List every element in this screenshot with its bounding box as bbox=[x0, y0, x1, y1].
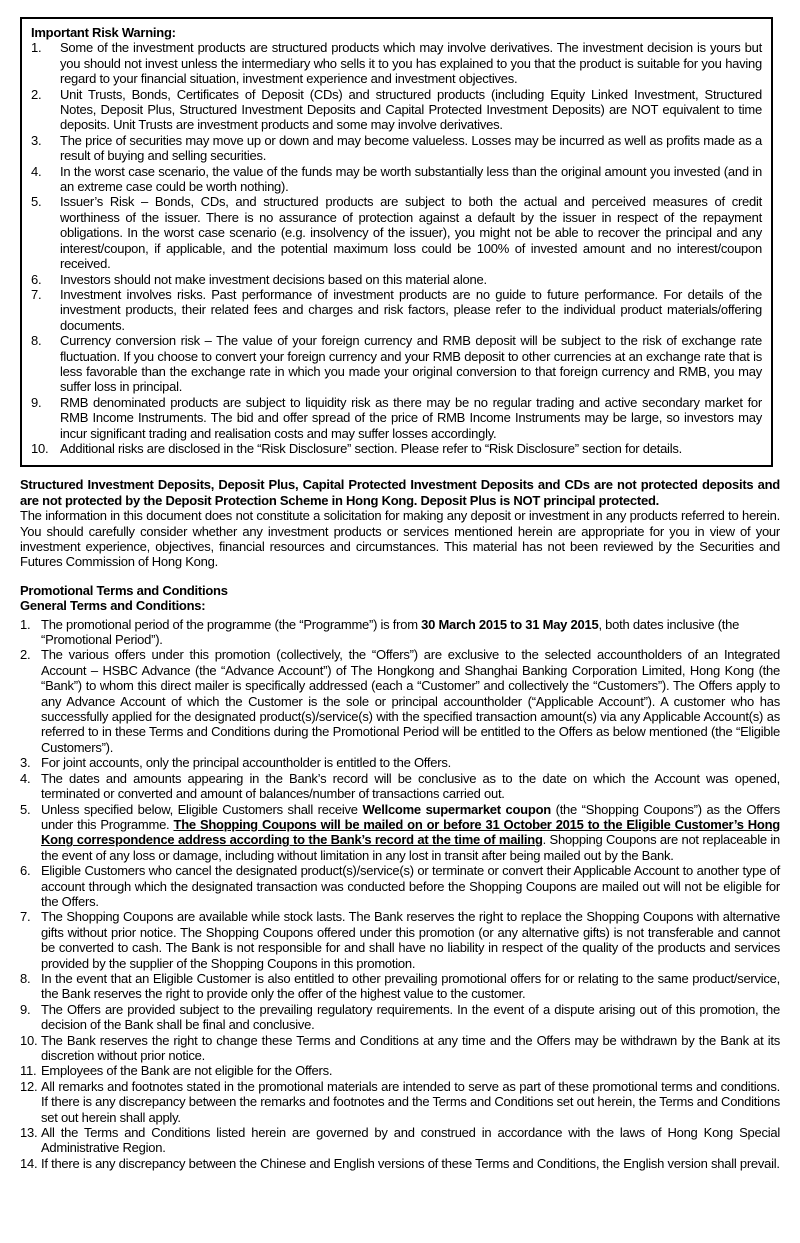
text-segment: The dates and amounts appearing in the Bank’s record will be conclusive as to the date on which the Account was opened, terminated or converted and amount of balances/number of transactions carried out. bbox=[41, 770, 780, 802]
list-item-text bbox=[41, 1033, 780, 1064]
list-item-number: 8. bbox=[31, 333, 42, 349]
text-segment: All remarks and footnotes stated in the promotional materials are intended to serve as part of these promotional terms and conditions. If there is any discrepancy between the remarks and footnotes and the Terms and Conditions set out herein, the Terms and Conditions set out herein shall apply. bbox=[41, 1078, 780, 1125]
list-item-text bbox=[41, 771, 780, 802]
list-item-number: 10. bbox=[20, 1032, 38, 1048]
list-item bbox=[20, 1079, 780, 1125]
text-segment: 30 March 2015 to 31 May 2015 bbox=[421, 616, 599, 632]
text-segment: , both dates inclusive (the “Promotional Period”). bbox=[41, 616, 740, 648]
list-item bbox=[20, 863, 780, 909]
text-segment: If there is any discrepancy between the Chinese and English versions of these Terms and Conditions, the English version shall prevail. bbox=[41, 1155, 780, 1171]
list-item-number: 12. bbox=[20, 1078, 38, 1094]
text-segment: Eligible Customers who cancel the designated product(s)/service(s) or terminate or convert their Applicable Account to another type of account through which the designated transaction was conducted before the Shopping Coupons are mailed out will not be eligible for the Offers. bbox=[41, 863, 780, 909]
list-item-number: 8. bbox=[20, 970, 31, 986]
list-item-number: 6. bbox=[31, 271, 42, 287]
list-item-text bbox=[41, 755, 780, 770]
list-item bbox=[31, 87, 762, 133]
text-segment: Unit Trusts, Bonds, Certificates of Deposit (CDs) and structured products (including Equity Linked Investment, Structured Notes, Deposit Plus, Structured Investment Deposits and Capital Protected Investment Deposits) are NOT equivalent to time deposits. Unit Trusts are investment products and some may involve derivatives. bbox=[60, 86, 762, 133]
list-item bbox=[31, 164, 762, 195]
text-segment: The Shopping Coupons will be mailed on or before 31 October 2015 to the Eligible Customer’s Hong Kong correspondence address according to the Bank’s record at the time of mailing bbox=[41, 816, 780, 848]
list-item bbox=[20, 1125, 780, 1156]
list-item-text bbox=[41, 647, 780, 755]
list-item bbox=[20, 1002, 780, 1033]
list-item-text bbox=[60, 40, 762, 86]
list-item bbox=[31, 333, 762, 395]
list-item bbox=[20, 971, 780, 1002]
list-item bbox=[31, 441, 762, 456]
list-item-number: 3. bbox=[31, 132, 42, 148]
list-item-text bbox=[41, 802, 780, 864]
list-item bbox=[20, 1063, 780, 1078]
list-item-number: 7. bbox=[31, 286, 42, 302]
list-item-text bbox=[60, 87, 762, 133]
risk-warning-box bbox=[20, 17, 773, 467]
list-item-number: 13. bbox=[20, 1125, 38, 1141]
list-item bbox=[31, 287, 762, 333]
list-item-number: 2. bbox=[20, 647, 31, 663]
text-segment: The Shopping Coupons are available while stock lasts. The Bank reserves the right to replace the Shopping Coupons with alternative gifts without prior notice. The Shopping Coupons offered under this promotion (or any alternative gifts) is not transferable and cannot be converted to cash. The Bank is not responsible for and shall have no liability in respect of the quality of the products and services provided by the supplier of the Shopping Coupons in this promotion. bbox=[41, 909, 780, 971]
list-item-text bbox=[41, 617, 780, 648]
list-item bbox=[31, 272, 762, 287]
list-item-text bbox=[60, 133, 762, 164]
solicitation-disclaimer: The information in this document does not constitute a solicitation for making any deposit or investment in any products referred to herein. You should carefully consider whether any investment products or services mentioned herein are appropriate for you in view of your investment experience, objectives, financial resources and circumstances. This material has not been reviewed by the Securities and Futures Commission of Hong Kong. bbox=[20, 508, 780, 570]
text-segment: Wellcome supermarket coupon bbox=[362, 801, 551, 817]
text-segment: The Bank reserves the right to change these Terms and Conditions at any time and the Offers may be withdrawn by the Bank at its discretion without prior notice. bbox=[41, 1032, 780, 1063]
list-item-text bbox=[41, 1125, 780, 1156]
list-item-number: 2. bbox=[31, 86, 42, 102]
list-item-number: 10. bbox=[31, 440, 49, 456]
list-item-number: 5. bbox=[20, 801, 31, 817]
list-item-text bbox=[60, 272, 762, 287]
list-item bbox=[31, 40, 762, 86]
text-segment: In the worst case scenario, the value of the funds may be worth substantially less than the original amount you invested (and in an extreme case could be worth nothing). bbox=[60, 163, 762, 195]
list-item-number: 3. bbox=[20, 755, 31, 771]
list-item-text bbox=[41, 1063, 780, 1078]
list-item-number: 4. bbox=[31, 163, 42, 179]
text-segment: Additional risks are disclosed in the “Risk Disclosure” section. Please refer to “Risk Disclosure” section for details. bbox=[60, 440, 682, 456]
list-item-number: 1. bbox=[31, 40, 42, 56]
risk-warning-list bbox=[31, 40, 762, 456]
list-item bbox=[20, 617, 780, 648]
text-segment: Issuer’s Risk – Bonds, CDs, and structured products are subject to both the actual and perceived measures of credit worthiness of the issuer. There is no assurance of protection against a default by the issuer in respect of the repayment obligations. In the worst case scenario (e.g. insolvency of the issuer), you might not be able to recover the principal and any interest/coupon, if applicable, and the potential maximum loss could be 100% of invested amount and no interest/coupon received. bbox=[60, 194, 762, 272]
list-item bbox=[20, 1033, 780, 1064]
text-segment: . Shopping Coupons are not replaceable in the event of any loss or damage, including without limitation in any lost in transit after being mailed out by the Bank. bbox=[41, 832, 780, 863]
list-item-text bbox=[60, 395, 762, 441]
list-item-text bbox=[60, 333, 762, 395]
list-item-number: 7. bbox=[20, 909, 31, 925]
text-segment: Currency conversion risk – The value of your foreign currency and RMB deposit will be subject to the risk of exchange rate fluctuation. If you choose to convert your foreign currency and your RMB deposit to other currencies at an exchange rate that is less favorable than the exchange rate in which you made your original conversion to that foreign currency and RMB, you may suffer loss in principal. bbox=[60, 333, 762, 395]
text-segment: All the Terms and Conditions listed herein are governed by and construed in accordance with the laws of Hong Kong Special Administrative Region. bbox=[41, 1125, 780, 1156]
risk-warning-title: Important Risk Warning: bbox=[31, 25, 176, 40]
list-item-text bbox=[60, 441, 762, 456]
list-item-text bbox=[41, 1156, 780, 1171]
list-item bbox=[20, 771, 780, 802]
list-item bbox=[20, 909, 780, 971]
text-segment: Investors should not make investment decisions based on this material alone. bbox=[60, 271, 487, 287]
list-item-text bbox=[60, 287, 762, 333]
list-item bbox=[31, 133, 762, 164]
text-segment: RMB denominated products are subject to liquidity risk as there may be no regular trading and active secondary market for RMB Income Instruments. The bid and offer spread of the price of RMB Income Instruments may be large, so investors may incur significant trading and realisation costs and may suffer losses accordingly. bbox=[60, 394, 762, 441]
list-item-text bbox=[60, 164, 762, 195]
text-segment: The Offers are provided subject to the prevailing regulatory requirements. In the event of a dispute arising out of this promotion, the decision of the Bank shall be final and conclusive. bbox=[41, 1001, 780, 1033]
text-segment: The promotional period of the programme (the “Programme”) is from bbox=[41, 616, 422, 632]
text-segment: The price of securities may move up or down and may become valueless. Losses may be incurred as well as profits made as a result of buying and selling securities. bbox=[60, 132, 762, 164]
list-item-number: 5. bbox=[31, 194, 42, 210]
list-item-number: 9. bbox=[31, 394, 42, 410]
list-item bbox=[20, 802, 780, 864]
list-item bbox=[20, 647, 780, 755]
text-segment: The various offers under this promotion (collectively, the “Offers”) are exclusive to the selected accountholders of an Integrated Account – HSBC Advance (the “Advance Account”) of The Hongkong and Shanghai Banking Corporation Limited, Hong Kong (the “Bank”) to whom this direct mailer is specifically addressed (each a “Customer” and collectively the “Customers”). The Offers apply to any Advance Account of which the Customer is the sole or principal accountholder (“Applicable Account”). A customer who has successfully applied for the designated product(s)/service(s) with the specified transaction amount(s) via any Applicable Account(s) as referred to in these Terms and Conditions during the Promotional Period will be entitled to the Offers as below mentioned (the “Eligible Customers”). bbox=[41, 647, 780, 755]
list-item-text bbox=[41, 863, 780, 909]
list-item-text bbox=[41, 971, 780, 1002]
text-segment: Some of the investment products are structured products which may involve derivatives. The investment decision is yours but you should not invest unless the intermediary who sells it to you has explained to you that the product is suitable for you having regard to your financial situation, investment experience and investment objectives. bbox=[60, 40, 762, 87]
list-item bbox=[31, 395, 762, 441]
list-item-text bbox=[41, 1002, 780, 1033]
list-item bbox=[20, 1156, 780, 1171]
list-item bbox=[31, 194, 762, 271]
promo-terms-heading: Promotional Terms and Conditions bbox=[20, 582, 228, 598]
list-item-number: 14. bbox=[20, 1155, 38, 1171]
list-item-number: 6. bbox=[20, 863, 31, 879]
list-item-number: 11. bbox=[20, 1063, 37, 1079]
text-segment: For joint accounts, only the principal accountholder is entitled to the Offers. bbox=[41, 755, 451, 771]
text-segment: Unless specified below, Eligible Customers shall receive bbox=[41, 801, 363, 817]
list-item bbox=[20, 755, 780, 770]
list-item-number: 4. bbox=[20, 770, 31, 786]
list-item-text bbox=[41, 1079, 780, 1125]
deposit-protection-warning: Structured Investment Deposits, Deposit Plus, Capital Protected Investment Deposits and CDs are not protected deposits and are not protected by the Deposit Protection Scheme in Hong Kong. Deposit Plus is NOT principal protected. bbox=[20, 477, 780, 508]
text-segment: (the “Shopping Coupons”) as the Offers under this Programme. bbox=[41, 801, 781, 832]
text-segment: Investment involves risks. Past performance of investment products are no guide to future performance. For details of the investment products, their related fees and charges and risk factors, please refer to the individual product materials/offering documents. bbox=[60, 286, 762, 333]
general-terms-heading: General Terms and Conditions: bbox=[20, 598, 206, 614]
list-item-text bbox=[41, 909, 780, 971]
general-terms-list bbox=[20, 617, 780, 1172]
text-segment: In the event that an Eligible Customer is also entitled to other prevailing promotional offers for or relating to the same product/service, the Bank reserves the right to provide only the offer of the highest value to the customer. bbox=[41, 970, 780, 1002]
list-item-text bbox=[60, 194, 762, 271]
list-item-number: 1. bbox=[20, 616, 31, 632]
text-segment: Employees of the Bank are not eligible for the Offers. bbox=[41, 1063, 333, 1079]
list-item-number: 9. bbox=[20, 1001, 31, 1017]
